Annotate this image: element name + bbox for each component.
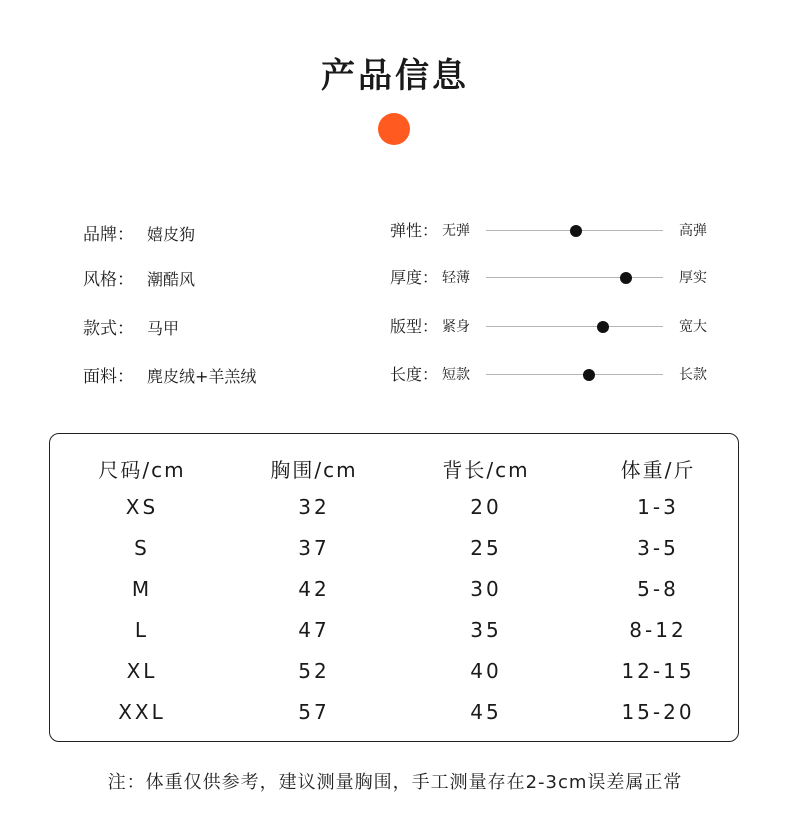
info-label: 风格： (83, 270, 134, 290)
info-label: 面料： (83, 367, 134, 387)
table-row (50, 700, 738, 730)
scale-indicator (597, 321, 609, 333)
info-row-fabric (83, 362, 256, 390)
scale-label: 弹性： (390, 221, 439, 240)
scale-label: 版型： (390, 317, 439, 336)
table-cell: 32 (298, 495, 330, 519)
info-label: 款式： (83, 319, 134, 339)
info-row-type (83, 314, 179, 342)
table-row (50, 495, 738, 525)
footnote: 注：体重仅供参考，建议测量胸围，手工测量存在2-3cm误差属正常 (107, 772, 683, 793)
header-cell: 背长/cm (442, 458, 530, 482)
table-cell: L (134, 618, 150, 642)
table-cell: 45 (470, 700, 502, 724)
table-row (50, 577, 738, 607)
scale-length (390, 360, 720, 388)
scale-track (486, 326, 663, 327)
table-cell: 5-8 (637, 577, 679, 601)
table-cell: 25 (470, 536, 502, 560)
scale-label: 长度： (390, 365, 439, 384)
info-value: 潮酷风 (147, 270, 196, 289)
table-cell: 42 (298, 577, 330, 601)
scale-indicator (620, 272, 632, 284)
scale-track (486, 374, 663, 375)
table-row (50, 659, 738, 689)
info-row-style (83, 265, 195, 293)
table-row (50, 536, 738, 566)
header-cell: 胸围/cm (270, 458, 358, 482)
table-cell: S (134, 536, 150, 560)
table-cell: 8-12 (629, 618, 687, 642)
info-label: 品牌： (83, 225, 134, 245)
scale-low-label: 紧身 (442, 319, 470, 335)
scale-indicator (570, 225, 582, 237)
scale-thickness (390, 263, 720, 291)
scale-low-label: 短款 (442, 367, 470, 383)
table-cell: M (131, 577, 153, 601)
table-cell: 52 (298, 659, 330, 683)
scale-low-label: 轻薄 (442, 270, 470, 286)
scale-fit (390, 312, 720, 340)
table-cell: XL (126, 659, 158, 683)
info-value: 嬉皮狗 (147, 225, 196, 244)
header-cell: 体重/斤 (620, 458, 696, 482)
info-value: 麂皮绒+羊羔绒 (147, 367, 257, 386)
table-cell: 1-3 (637, 495, 679, 519)
scale-high-label: 厚实 (679, 270, 707, 286)
scale-elasticity (390, 216, 720, 244)
info-value: 马甲 (147, 319, 180, 338)
accent-dot (378, 113, 410, 145)
size-table-header (50, 454, 738, 484)
table-cell: 12-15 (621, 659, 695, 683)
scale-indicator (583, 369, 595, 381)
table-cell: 57 (298, 700, 330, 724)
header-cell: 尺码/cm (98, 458, 186, 482)
table-cell: XXL (118, 700, 166, 724)
scale-high-label: 高弹 (679, 223, 707, 239)
table-cell: 35 (470, 618, 502, 642)
info-row-brand (83, 220, 195, 248)
table-cell: 20 (470, 495, 502, 519)
table-cell: XS (125, 495, 159, 519)
table-cell: 47 (298, 618, 330, 642)
table-cell: 40 (470, 659, 502, 683)
page-title: 产品信息 (321, 56, 469, 96)
table-cell: 15-20 (621, 700, 695, 724)
table-cell: 3-5 (637, 536, 679, 560)
size-table (49, 433, 739, 742)
table-cell: 30 (470, 577, 502, 601)
table-row (50, 618, 738, 648)
scale-label: 厚度： (390, 268, 439, 287)
table-cell: 37 (298, 536, 330, 560)
scale-track (486, 277, 663, 278)
scale-low-label: 无弹 (442, 223, 470, 239)
scale-high-label: 长款 (679, 367, 707, 383)
scale-high-label: 宽大 (679, 319, 707, 335)
